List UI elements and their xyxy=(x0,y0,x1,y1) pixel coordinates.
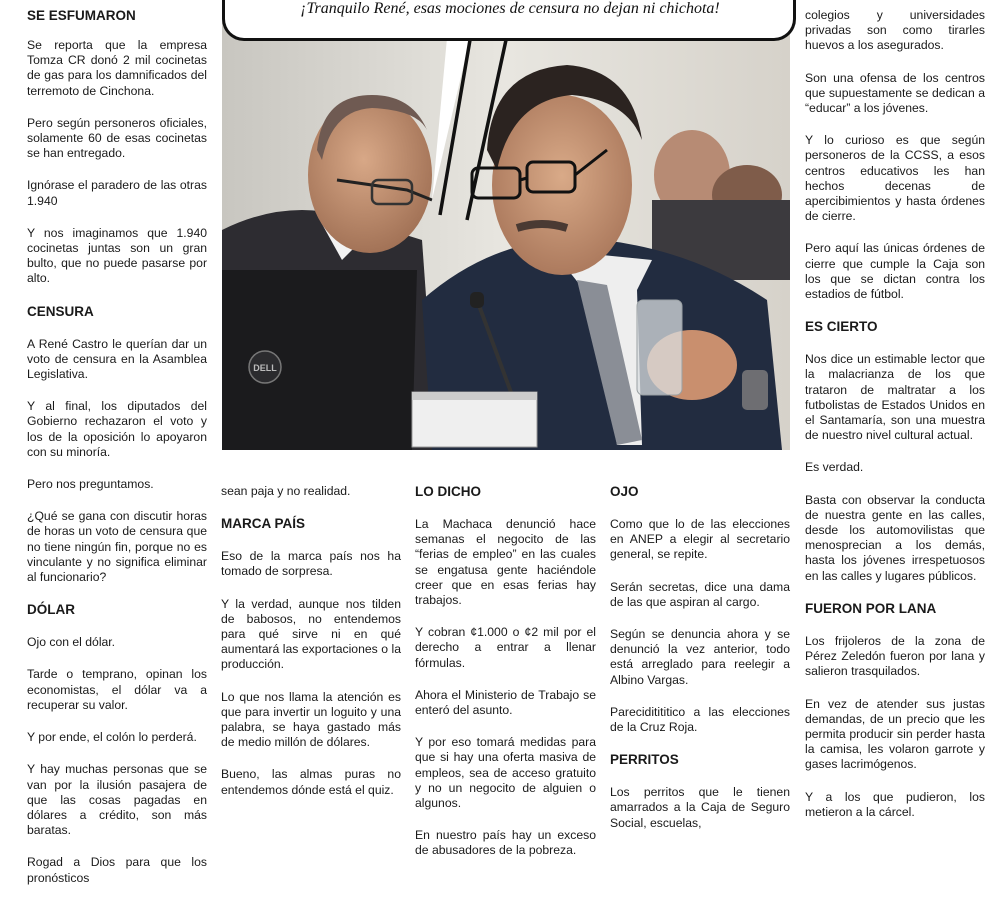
paragraph: Y cobran ¢1.000 o ¢2 mil por el derecho a entrar a llenar fórmulas. xyxy=(415,625,596,670)
paragraph: Basta con observar la conducta de nuestra gente en las calles, desde los automovilistas que menosprecian a los demás, hasta los jóvenes irrespetuosos en las calles y lugares públicos. xyxy=(805,492,985,583)
paragraph: Ahora el Ministerio de Trabajo se enteró del asunto. xyxy=(415,687,596,718)
paragraph: Es verdad. xyxy=(805,460,864,475)
paragraph: Ojo con el dólar. xyxy=(27,635,116,650)
heading-es-cierto: ES CIERTO xyxy=(805,319,878,335)
heading-censura: CENSURA xyxy=(27,303,94,319)
paragraph: Pero aquí las únicas órdenes de cierre que cumple la Caja son los que se dictan contra los estadios de fútbol. xyxy=(805,241,985,302)
paragraph: Y al final, los diputados del Gobierno rechazaron el voto y los de la oposición lo apoyaron con su minoría. xyxy=(27,399,207,459)
heading-lo-dicho: LO DICHO xyxy=(415,484,481,499)
paragraph: Según se denuncia ahora y se denunció la vez anterior, todo está arreglado para reelegir a Albino Vargas. xyxy=(610,627,790,687)
paragraph: Rogad a Dios para que los pronósticos xyxy=(27,855,207,885)
paragraph: Y por eso tomará medidas para que si hay una oferta masiva de empleos, sea de acceso gratuito y no un negocito de alguien o algunos. xyxy=(415,735,596,811)
paragraph: Y a los que pudieron, los metieron a la cárcel. xyxy=(805,789,985,819)
speech-bubble xyxy=(222,0,796,41)
paragraph: Eso de la marca país nos ha tomado de sorpresa. xyxy=(221,549,401,579)
heading-ojo: OJO xyxy=(610,484,639,499)
speech-bubble-text: ¡Tranquilo René, esas mociones de censura no dejan ni chichota! xyxy=(300,0,720,17)
laptop-logo: DELL xyxy=(253,363,277,373)
speech-bubble-tail xyxy=(222,0,790,460)
paragraph: Serán secretas, dice una dama de las que aspiran al cargo. xyxy=(610,579,790,609)
paragraph: Y la verdad, aunque nos tilden de babosos, no entendemos para qué sirve ni en qué aumentará las exportaciones o la producción. xyxy=(221,596,401,672)
paragraph: Pareciditititico a las elecciones de la Cruz Roja. xyxy=(610,704,790,735)
paragraph: En vez de atender sus justas demandas, de un precio que les permita producir sin perder hasta la camisa, les volaron garrote y gases lacrimógenos. xyxy=(805,696,985,772)
heading-fueron-por-lana: FUERON POR LANA xyxy=(805,600,937,616)
heading-se-esfumaron: SE ESFUMARON xyxy=(27,8,136,23)
paragraph: Y por ende, el colón lo perderá. xyxy=(27,730,197,745)
paragraph: A René Castro le querían dar un voto de censura en la Asamblea Legislativa. xyxy=(27,336,207,382)
paragraph: Los perritos que le tienen amarrados a la Caja de Seguro Social, escuelas, xyxy=(610,785,790,830)
heading-perritos: PERRITOS xyxy=(610,752,679,768)
column-3 xyxy=(415,484,596,876)
paragraph: Y nos imaginamos que 1.940 cocinetas juntas son un gran bulto, que no puede pasarse por alto. xyxy=(27,225,207,286)
paragraph: La Machaca denunció hace semanas el negocito de las “ferias de empleo” en las cuales se engatusa gente haciéndole creer que en esas ferias hay trabajos. xyxy=(415,517,596,608)
paragraph: Son una ofensa de los centros que supuestamente se dedican a “educar” a los jóvenes. xyxy=(805,70,985,116)
column-4 xyxy=(610,484,790,848)
paragraph: sean paja y no realidad. xyxy=(221,484,351,498)
paragraph: colegios y universidades privadas son como tirarles huevos a los asegurados. xyxy=(805,8,985,53)
column-1 xyxy=(27,8,207,903)
column-5 xyxy=(805,8,985,837)
column-2 xyxy=(221,484,401,815)
heading-dolar: DÓLAR xyxy=(27,602,75,618)
paragraph: Pero nos preguntamos. xyxy=(27,477,154,492)
paragraph: Bueno, las almas puras no entendemos dónde está el quiz. xyxy=(221,767,401,797)
paragraph: Y lo curioso es que según personeros de la CCSS, a esos centros educativos les han hechos decenas de apercibimientos y hasta órdenes de cierre. xyxy=(805,133,985,224)
paragraph: Se reporta que la empresa Tomza CR donó 2 mil cocinetas de gas para los damnificados del terremoto de Cinchona. xyxy=(27,38,207,98)
paragraph: Ignórase el paradero de las otras 1.940 xyxy=(27,178,207,208)
paragraph: En nuestro país hay un exceso de abusadores de la pobreza. xyxy=(415,828,596,858)
paragraph: Los frijoleros de la zona de Pérez Zeledón fueron por lana y salieron trasquilados. xyxy=(805,633,985,679)
paragraph: Lo que nos llama la atención es que para invertir un loguito y una palabra, se haya gastado más de medio millón de dólares. xyxy=(221,689,401,750)
heading-marca-pais: MARCA PAÍS xyxy=(221,516,305,532)
paragraph: Como que lo de las elecciones en ANEP a elegir al secretario general, se repite. xyxy=(610,517,790,562)
paragraph: ¿Qué se gana con discutir horas de horas un voto de censura que no tiene ningún fin, porque no es vinculante y no significa eliminar al funcionario? xyxy=(27,509,207,585)
paragraph: Y hay muchas personas que se van por la ilusión pasajera de que las cosas pagadas en dólares a crédito, son más baratas. xyxy=(27,762,207,838)
paragraph: Tarde o temprano, opinan los economistas, el dólar va a recuperar su valor. xyxy=(27,667,207,712)
paragraph: Pero según personeros oficiales, solamente 60 de esas cocinetas se han entregado. xyxy=(27,115,207,161)
paragraph: Nos dice un estimable lector que la malacrianza de los que trataron de maltratar a los futbolistas de Estados Unidos en el Santamaría, son una muestra de nuestro nivel cultural actual. xyxy=(805,352,985,443)
